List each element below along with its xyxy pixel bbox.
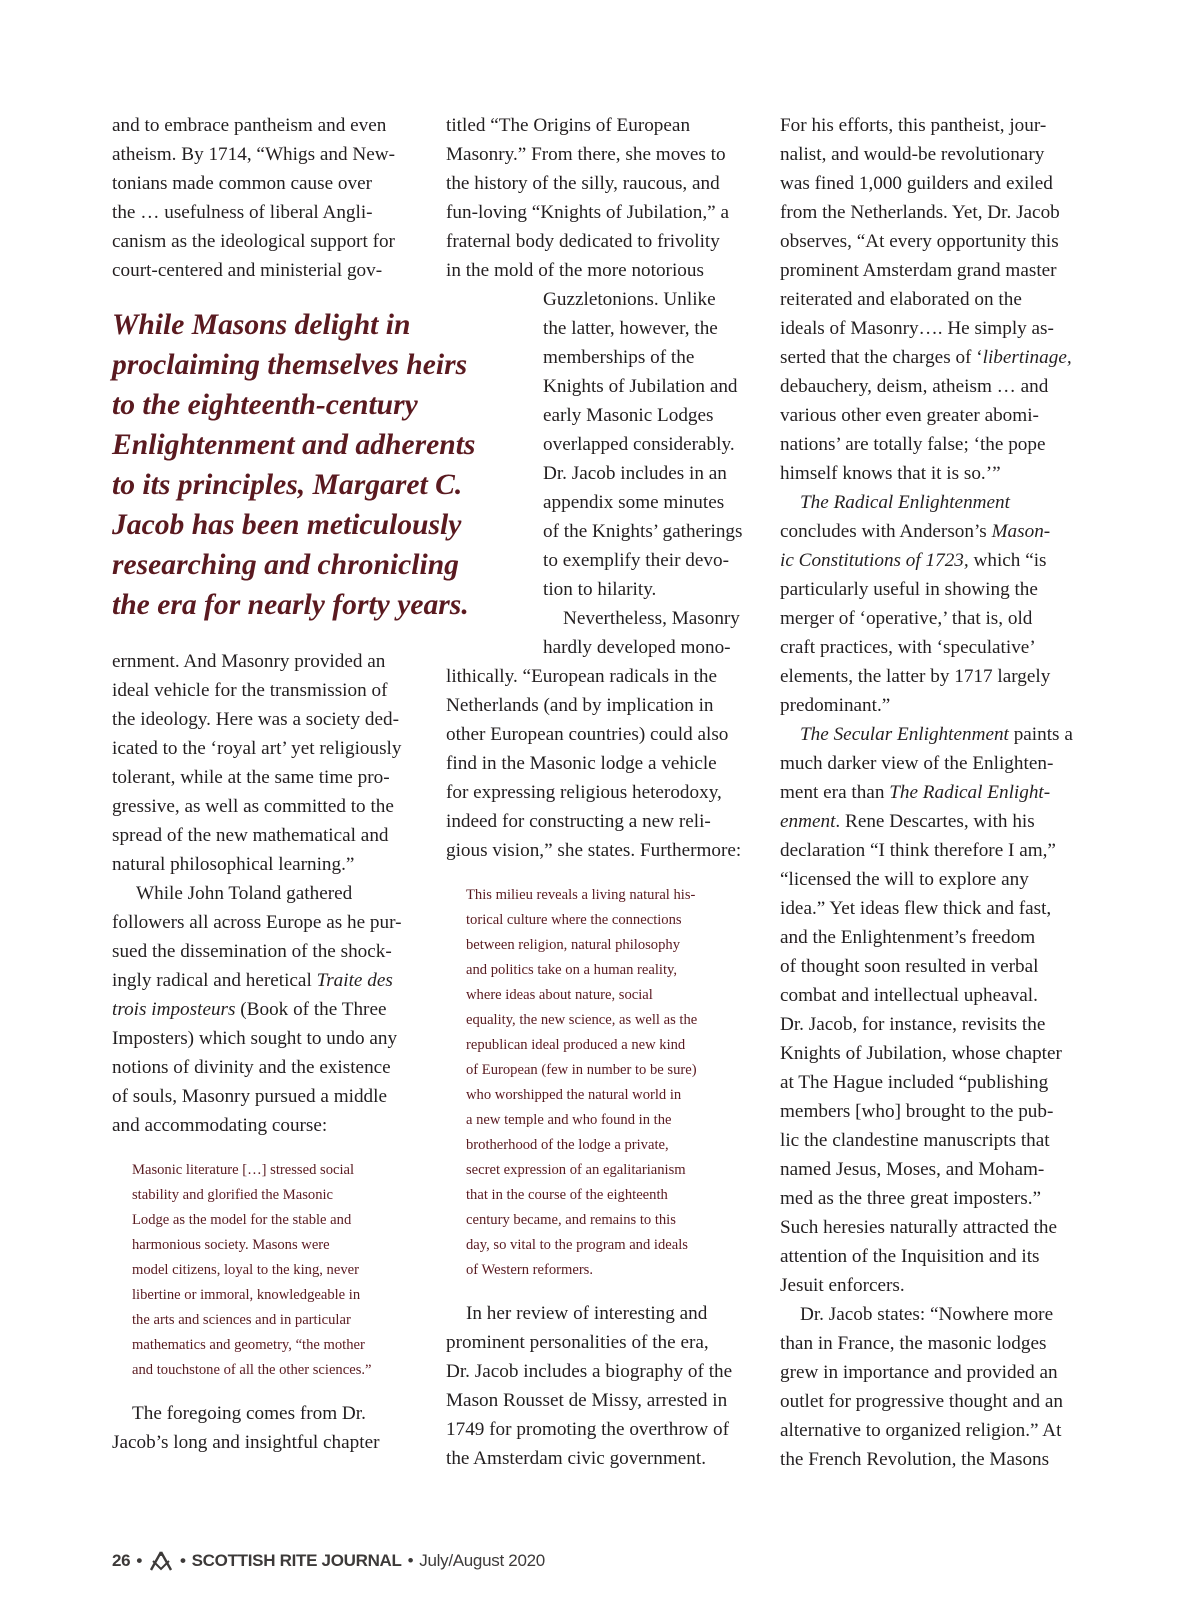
text-line: The foregoing comes from Dr.: [132, 1403, 366, 1424]
text-line: nalist, and would-be revolutionary: [780, 144, 1045, 165]
text-line: Enlightenment and adherents: [112, 429, 476, 461]
text-line: combat and intellectual upheaval.: [780, 985, 1038, 1006]
text-line: and to embrace pantheism and even: [112, 115, 387, 136]
text-line: prominent Amsterdam grand master: [780, 260, 1057, 281]
page-number: 26: [112, 1551, 131, 1570]
text-line: who worshipped the natural world in: [466, 1087, 682, 1103]
text-line: and the Enlightenment’s freedom: [780, 927, 1036, 948]
separator-dot: •: [179, 1551, 186, 1570]
text-run: which “is: [968, 550, 1047, 571]
separator-dot: •: [407, 1551, 414, 1570]
text-line: gressive, as well as committed to the: [112, 796, 394, 817]
text-line: appendix some minutes: [543, 492, 725, 513]
book-title: enment: [780, 811, 836, 832]
text-line: equality, the new science, as well as the: [466, 1012, 698, 1028]
text-line: elements, the latter by 1717 largely: [780, 666, 1051, 687]
text-line: the era for nearly forty years.: [112, 589, 469, 621]
text-run-italic: libertinage,: [982, 347, 1072, 368]
text-line: Dr. Jacob, for instance, revisits the: [780, 1014, 1046, 1035]
text-line: torical culture where the connections: [466, 912, 682, 928]
text-line: than in France, the masonic lodges: [780, 1333, 1047, 1354]
text-run: concludes with Anderson’s: [780, 521, 992, 542]
text-line: “licensed the will to explore any: [780, 869, 1029, 890]
text-line: Knights of Jubilation and: [543, 376, 738, 397]
text-line: nations’ are totally false; ‘the pope: [780, 434, 1046, 455]
paragraph: [112, 111, 420, 285]
text-line: natural philosophical learning.”: [112, 854, 355, 875]
text-line: to its principles, Margaret C.: [112, 469, 463, 501]
text-line: members [who] brought to the pub-: [780, 1101, 1054, 1122]
text-line: debauchery, deism, atheism … and: [780, 376, 1049, 397]
text-line: ernment. And Masonry provided an: [112, 651, 386, 672]
column-1: [112, 111, 476, 1457]
text-line: notions of divinity and the existence: [112, 1057, 391, 1078]
text-run: ingly radical and heretical: [112, 970, 317, 991]
text-line: atheism. By 1714, “Whigs and New-: [112, 144, 395, 165]
text-line: prominent personalities of the era,: [446, 1332, 709, 1353]
column-2: [446, 111, 756, 1473]
text-line: and politics take on a human reality,: [466, 962, 678, 978]
text-line: This milieu reveals a living natural his-: [466, 887, 696, 903]
text-line: Dr. Jacob includes a biography of the: [446, 1361, 733, 1382]
text-line: observes, “At every opportunity this: [780, 231, 1059, 252]
text-line: particularly useful in showing the: [780, 579, 1038, 600]
text-line: early Masonic Lodges: [543, 405, 714, 426]
text-line: of Western reformers.: [466, 1262, 594, 1278]
text-line: of European (few in number to be sure): [466, 1062, 697, 1078]
text-line: was fined 1,000 guilders and exiled: [780, 173, 1053, 194]
text-line: the ideology. Here was a society ded-: [112, 709, 399, 730]
text-line: Such heresies naturally attracted the: [780, 1217, 1058, 1238]
text-run: ment era than: [780, 782, 890, 803]
text-line: predominant.”: [780, 695, 891, 716]
text-line: declaration “I think therefore I am,”: [780, 840, 1056, 861]
text-line: Masonry.” From there, she moves to: [446, 144, 726, 165]
text-run: . Rene Descartes, with his: [835, 811, 1035, 832]
text-line: between religion, natural philosophy: [466, 937, 680, 953]
text-line: that in the course of the eighteenth: [466, 1187, 668, 1203]
paragraph: [112, 879, 420, 1140]
text-line: idea.” Yet ideas flew thick and fast,: [780, 898, 1052, 919]
paragraph: [780, 111, 1090, 488]
text-line: to the eighteenth-century: [112, 389, 418, 421]
text-line: for expressing religious heterodoxy,: [446, 782, 722, 803]
text-line: canism as the ideological support for: [112, 231, 395, 252]
text-line: icated to the ‘royal art’ yet religiously: [112, 738, 402, 759]
text-line: Guzzletonions. Unlike: [543, 289, 716, 310]
text-line: mathematics and geometry, “the mother: [132, 1337, 365, 1353]
text-line: While John Toland gathered: [136, 883, 353, 904]
text-line: model citizens, loyal to the king, never: [132, 1262, 359, 1278]
text-line: in the mold of the more notorious: [446, 260, 704, 281]
text-line: While Masons delight in: [112, 309, 411, 341]
text-run: paints a: [1008, 724, 1073, 745]
text-line: Nevertheless, Masonry: [563, 608, 740, 629]
text-line: med as the three great imposters.”: [780, 1188, 1042, 1209]
text-line: much darker view of the Enlighten-: [780, 753, 1054, 774]
text-line: indeed for constructing a new reli-: [446, 811, 711, 832]
text-line: Jacob’s long and insightful chapter: [112, 1432, 380, 1453]
column-3: [780, 111, 1090, 1474]
paragraph: [112, 1399, 420, 1457]
text-line: the arts and sciences and in particular: [132, 1312, 351, 1328]
text-line: himself knows that it is so.’”: [780, 463, 1001, 484]
text-line: titled “The Origins of European: [446, 115, 691, 136]
text-line: and touchstone of all the other sciences.”: [132, 1362, 372, 1378]
block-quote: [466, 883, 756, 1283]
text-line: to exemplify their devo-: [543, 550, 729, 571]
text-line: Jacob has been meticulously: [112, 509, 462, 541]
text-line: where ideas about nature, social: [466, 987, 653, 1003]
text-line: libertine or immoral, knowledgeable in: [132, 1287, 361, 1303]
text-line: Imposters) which sought to undo any: [112, 1028, 398, 1049]
text-line: lithically. “European radicals in the: [446, 666, 718, 687]
text-line: court-centered and ministerial gov-: [112, 260, 383, 281]
page-footer: [112, 1551, 545, 1571]
text-line: and accommodating course:: [112, 1115, 328, 1136]
text-line: overlapped considerably.: [543, 434, 735, 455]
book-title: The Radical Enlightenment: [800, 492, 1010, 513]
text-line: 1749 for promoting the overthrow of: [446, 1419, 729, 1440]
text-line: In her review of interesting and: [466, 1303, 708, 1324]
text-line: the French Revolution, the Masons: [780, 1449, 1050, 1470]
text-line: stability and glorified the Masonic: [132, 1187, 334, 1203]
text-line: craft practices, with ‘speculative’: [780, 637, 1036, 658]
paragraph: [112, 647, 420, 879]
text-line: republican ideal produced a new kind: [466, 1037, 686, 1053]
paragraph-wrapped: [446, 285, 756, 604]
text-line: a new temple and who found in the: [466, 1112, 672, 1128]
text-line: harmonious society. Masons were: [132, 1237, 330, 1253]
text-line: reiterated and elaborated on the: [780, 289, 1022, 310]
square-and-compass-icon: [148, 1551, 174, 1571]
text-line: proclaiming themselves heirs: [112, 349, 468, 381]
text-run: (Book of the Three: [235, 999, 387, 1020]
text-line: Dr. Jacob includes in an: [543, 463, 727, 484]
book-title: ic Constitutions of 1723,: [780, 550, 969, 571]
text-line: tonians made common cause over: [112, 173, 373, 194]
text-line: tolerant, while at the same time pro-: [112, 767, 390, 788]
text-line: memberships of the: [543, 347, 695, 368]
text-line: secret expression of an egalitarianism: [466, 1162, 686, 1178]
text-line: followers all across Europe as he pur-: [112, 912, 402, 933]
book-title: trois imposteurs: [112, 999, 236, 1020]
text-line: the latter, however, the: [543, 318, 718, 339]
paragraph: [446, 662, 756, 865]
text-line: Mason Rousset de Missy, arrested in: [446, 1390, 728, 1411]
text-line: the Amsterdam civic government.: [446, 1448, 707, 1469]
text-line: Netherlands (and by implication in: [446, 695, 714, 716]
text-line: find in the Masonic lodge a vehicle: [446, 753, 717, 774]
text-line: Knights of Jubilation, whose chapter: [780, 1043, 1062, 1064]
text-line: of souls, Masonry pursued a middle: [112, 1086, 387, 1107]
text-line: merger of ‘operative,’ that is, old: [780, 608, 1033, 629]
text-line: attention of the Inquisition and its: [780, 1246, 1040, 1267]
text-line: Jesuit enforcers.: [780, 1275, 905, 1296]
paragraph: [780, 488, 1090, 720]
text-run: serted that the charges of ‘: [780, 347, 983, 368]
text-line: ideals of Masonry…. He simply as-: [780, 318, 1054, 339]
book-title: Traite des: [316, 970, 393, 991]
block-quote: [132, 1158, 420, 1383]
text-line: Masonic literature […] stressed social: [132, 1162, 355, 1178]
paragraph: [780, 1300, 1090, 1474]
text-line: sued the dissemination of the shock-: [112, 941, 392, 962]
text-line: the history of the silly, raucous, and: [446, 173, 720, 194]
issue-date: July/August 2020: [419, 1551, 545, 1570]
separator-dot: •: [136, 1551, 142, 1570]
text-line: grew in importance and provided an: [780, 1362, 1058, 1383]
text-line: tion to hilarity.: [543, 579, 657, 600]
text-line: lic the clandestine manuscripts that: [780, 1130, 1050, 1151]
text-line: the … usefulness of liberal Angli-: [112, 202, 373, 223]
text-line: fraternal body dedicated to frivolity: [446, 231, 720, 252]
book-title: The Radical Enlight-: [889, 782, 1051, 803]
text-line: other European countries) could also: [446, 724, 729, 745]
text-line: ideal vehicle for the transmission of: [112, 680, 388, 701]
text-line: gious vision,” she states. Furthermore:: [446, 840, 742, 861]
text-line: of the Knights’ gatherings: [543, 521, 743, 542]
text-line: For his efforts, this pantheist, jour-: [780, 115, 1047, 136]
text-line: Lodge as the model for the stable and: [132, 1212, 352, 1228]
book-title: The Secular Enlightenment: [800, 724, 1009, 745]
journal-name: SCOTTISH RITE JOURNAL: [191, 1551, 402, 1570]
paragraph: [780, 720, 1090, 1300]
text-line: at The Hague included “publishing: [780, 1072, 1049, 1093]
text-line: century became, and remains to this: [466, 1212, 676, 1228]
book-title: Mason-: [991, 521, 1051, 542]
text-line: researching and chronicling: [112, 549, 459, 581]
text-line: fun-loving “Knights of Jubilation,” a: [446, 202, 729, 223]
text-line: of thought soon resulted in verbal: [780, 956, 1039, 977]
text-line: named Jesus, Moses, and Moham-: [780, 1159, 1045, 1180]
text-line: alternative to organized religion.” At: [780, 1420, 1062, 1441]
text-line: outlet for progressive thought and an: [780, 1391, 1063, 1412]
paragraph: [446, 111, 756, 285]
paragraph: [446, 1299, 756, 1473]
text-line: day, so vital to the program and ideals: [466, 1237, 688, 1253]
paragraph-wrapped: [446, 604, 756, 662]
text-line: brotherhood of the lodge a private,: [466, 1137, 669, 1153]
text-line: from the Netherlands. Yet, Dr. Jacob: [780, 202, 1060, 223]
text-line: Dr. Jacob states: “Nowhere more: [800, 1304, 1054, 1325]
text-line: various other even greater abomi-: [780, 405, 1039, 426]
text-line: hardly developed mono-: [543, 637, 731, 658]
text-line: spread of the new mathematical and: [112, 825, 389, 846]
